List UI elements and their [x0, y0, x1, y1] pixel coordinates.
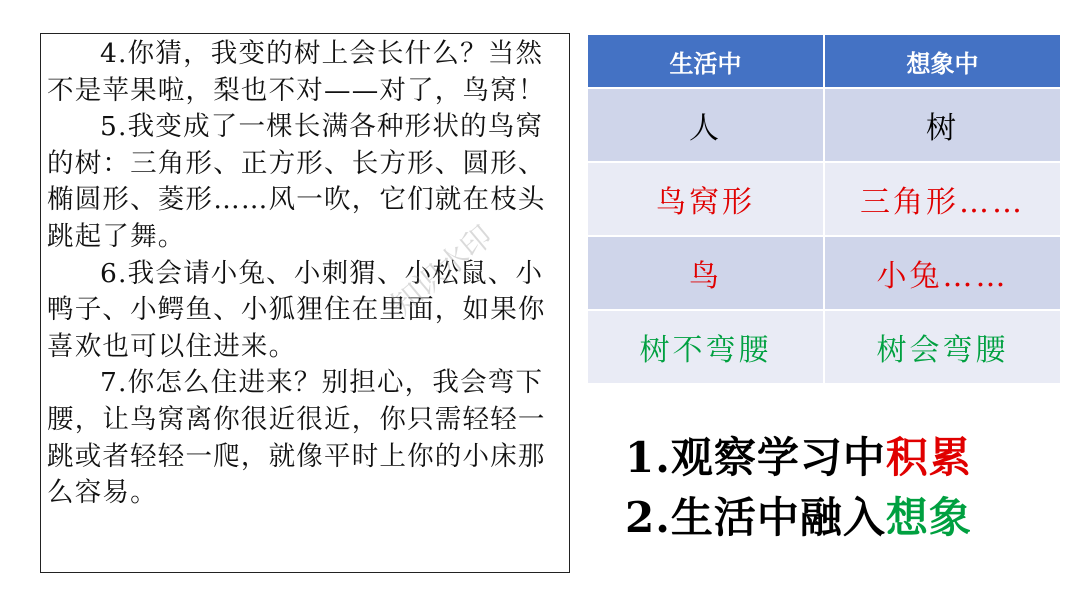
table-row — [587, 88, 1061, 162]
header-imagination: 想象中 — [824, 34, 1061, 88]
passage-paragraph-5: 5.我变成了一棵长满各种形状的鸟窝的树：三角形、正方形、长方形、圆形、椭圆形、菱形……风一吹，它们就在枝头跳起了舞。 — [47, 111, 546, 252]
cell-real-4: 树不弯腰 — [587, 310, 824, 384]
cell-imagined-2: 三角形…… — [824, 162, 1061, 236]
cell-imagined-4: 树会弯腰 — [824, 310, 1061, 384]
summary-line-1-prefix: 1.观察学习中 — [625, 433, 886, 482]
summary-line-2-highlight: 想象 — [885, 493, 972, 542]
table-row — [587, 236, 1061, 310]
cell-imagined-3: 小兔…… — [824, 236, 1061, 310]
passage-paragraph-6: 6.我会请小兔、小刺猬、小松鼠、小鸭子、小鳄鱼、小狐狸住在里面，如果你喜欢也可以住进来。 — [47, 257, 546, 362]
passage-paragraph-4: 4.你猜，我变的树上会长什么？当然不是苹果啦，梨也不对——对了，鸟窝！ — [47, 38, 546, 106]
summary-line-2-prefix: 2.生活中融入 — [625, 493, 886, 542]
summary-line-1-highlight: 积累 — [885, 433, 972, 482]
cell-imagined-1: 树 — [824, 88, 1061, 162]
watermark: 知识水印 — [385, 218, 500, 323]
table-row — [587, 310, 1061, 384]
cell-real-3: 鸟 — [587, 236, 824, 310]
passage-textbox — [40, 33, 570, 573]
summary-line-1 — [625, 432, 972, 484]
cell-real-1: 人 — [587, 88, 824, 162]
table-row — [587, 162, 1061, 236]
table-header-row — [587, 34, 1061, 88]
cell-real-2: 鸟窝形 — [587, 162, 824, 236]
passage-paragraph-7: 7.你怎么住进来？别担心，我会弯下腰，让鸟窝离你很近很近，你只需轻轻一跳或者轻轻一爬，就像平时上你的小床那么容易。 — [47, 367, 546, 509]
summary-line-2 — [625, 492, 972, 544]
header-real-life: 生活中 — [587, 34, 824, 88]
comparison-table — [586, 33, 1062, 385]
